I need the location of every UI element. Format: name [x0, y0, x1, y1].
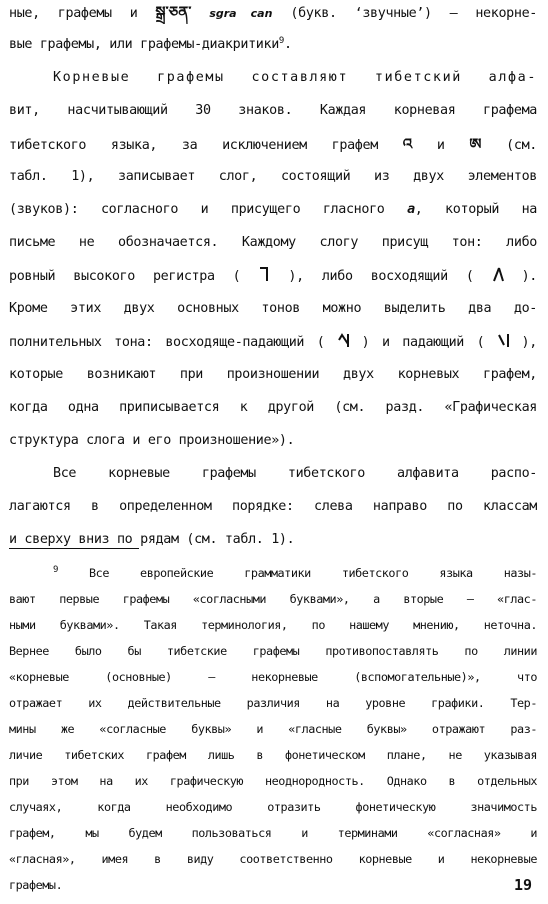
body-line-13: когда одна приписывается к другой (см. разд. «Графическая [9, 400, 537, 415]
body-line-10: Кроме этих двух основных тонов можно выделить два до- [9, 301, 537, 316]
footnote-line-5: «корневые (основные) – некорневые (вспомогательные)», что [9, 670, 537, 684]
body-line-6: табл. 1), записывает слог, состоящий из двух элементов [9, 169, 537, 184]
footnote-line-4: Вернее было бы тибетские графемы противопоставлять по линии [9, 644, 537, 658]
body-line-1: ные, графемы и སྒྲ་ཅན་ sgra can (букв. ‘звучные’) – некорне- [9, 3, 537, 21]
tibetan-word: སྒྲ་ཅན་ [155, 3, 192, 21]
body-line-16: лагаются в определенном порядке: слева направо по классам [9, 499, 537, 514]
footnote-line-6: отражает их действительные различия на уровне графики. Тер- [9, 696, 537, 710]
rising-tone-icon [492, 266, 504, 282]
falling-tone-icon [497, 332, 509, 348]
tibetan-grapheme-a-chung: འ [402, 135, 413, 153]
rising-falling-tone-icon [337, 332, 349, 348]
footnote-line-3: ными буквами». Такая терминология, по нашему мнению, неточна. [9, 618, 537, 632]
vowel-a-italic: а [407, 202, 415, 217]
body-line-14: структура слога и его произношение»). [9, 433, 295, 448]
footnote-ref: 9 [278, 36, 284, 46]
body-line-12: которые возникают при произношении двух корневых графем, [9, 367, 537, 382]
footnote-line-9: при этом на их графическую неоднородность. Однако в отдельных [9, 774, 537, 788]
footnote-mark: 9 [53, 565, 58, 575]
body-line-4: вит, насчитывающий 30 знаков. Каждая корневая графема [9, 103, 537, 118]
footnote-line-1: $^9$ Все европейские грамматики тибетского языка назы- [53, 565, 537, 580]
footnote-line-7: мины же «согласные буквы» и «гласные буквы» отражают раз- [9, 722, 537, 736]
level-tone-icon [258, 266, 270, 282]
body-line-15: Все корневые графемы тибетского алфавита распо- [53, 466, 537, 481]
page-number: 19 [513, 876, 532, 894]
body-line-3: Корневые графемы составляют тибетский алфа- [53, 70, 537, 85]
body-line-11: полнительных тона: восходяще-падающий ( ) и падающий ( ), [9, 332, 537, 353]
body-line-9: ровный высокого регистра ( ), либо восходящий ( ). [9, 266, 537, 287]
body-line-2: вые графемы, или графемы-диакритики$^9$. [9, 36, 292, 52]
footnote-line-11: графем, мы будем пользоваться и терминами «согласная» и [9, 826, 537, 840]
body-line-7: (звуков): согласного и присущего гласного а, который на [9, 202, 537, 217]
body-line-5: тибетского языка, за исключением графем འ и ཨ (см. [9, 135, 537, 153]
footnote-line-12: «гласная», имея в виду соответственно корневые и некорневые [9, 852, 537, 866]
body-line-17: и сверху вниз по рядам (см. табл. 1). [9, 532, 295, 547]
tibetan-transliteration: sgra can [209, 7, 273, 20]
footnote-divider [9, 548, 139, 549]
footnote-line-10: случаях, когда необходимо отразить фонетическую значимость [9, 800, 537, 814]
footnote-line-8: личие тибетских графем лишь в фонетическом плане, не указывая [9, 748, 537, 762]
body-line-8: письме не обозначается. Каждому слогу присущ тон: либо [9, 235, 537, 250]
footnote-line-13: графемы. [9, 878, 63, 892]
footnote-line-2: вают первые графемы «согласными буквами», а вторые – «глас- [9, 592, 537, 606]
tibetan-grapheme-a: ཨ [469, 135, 482, 153]
